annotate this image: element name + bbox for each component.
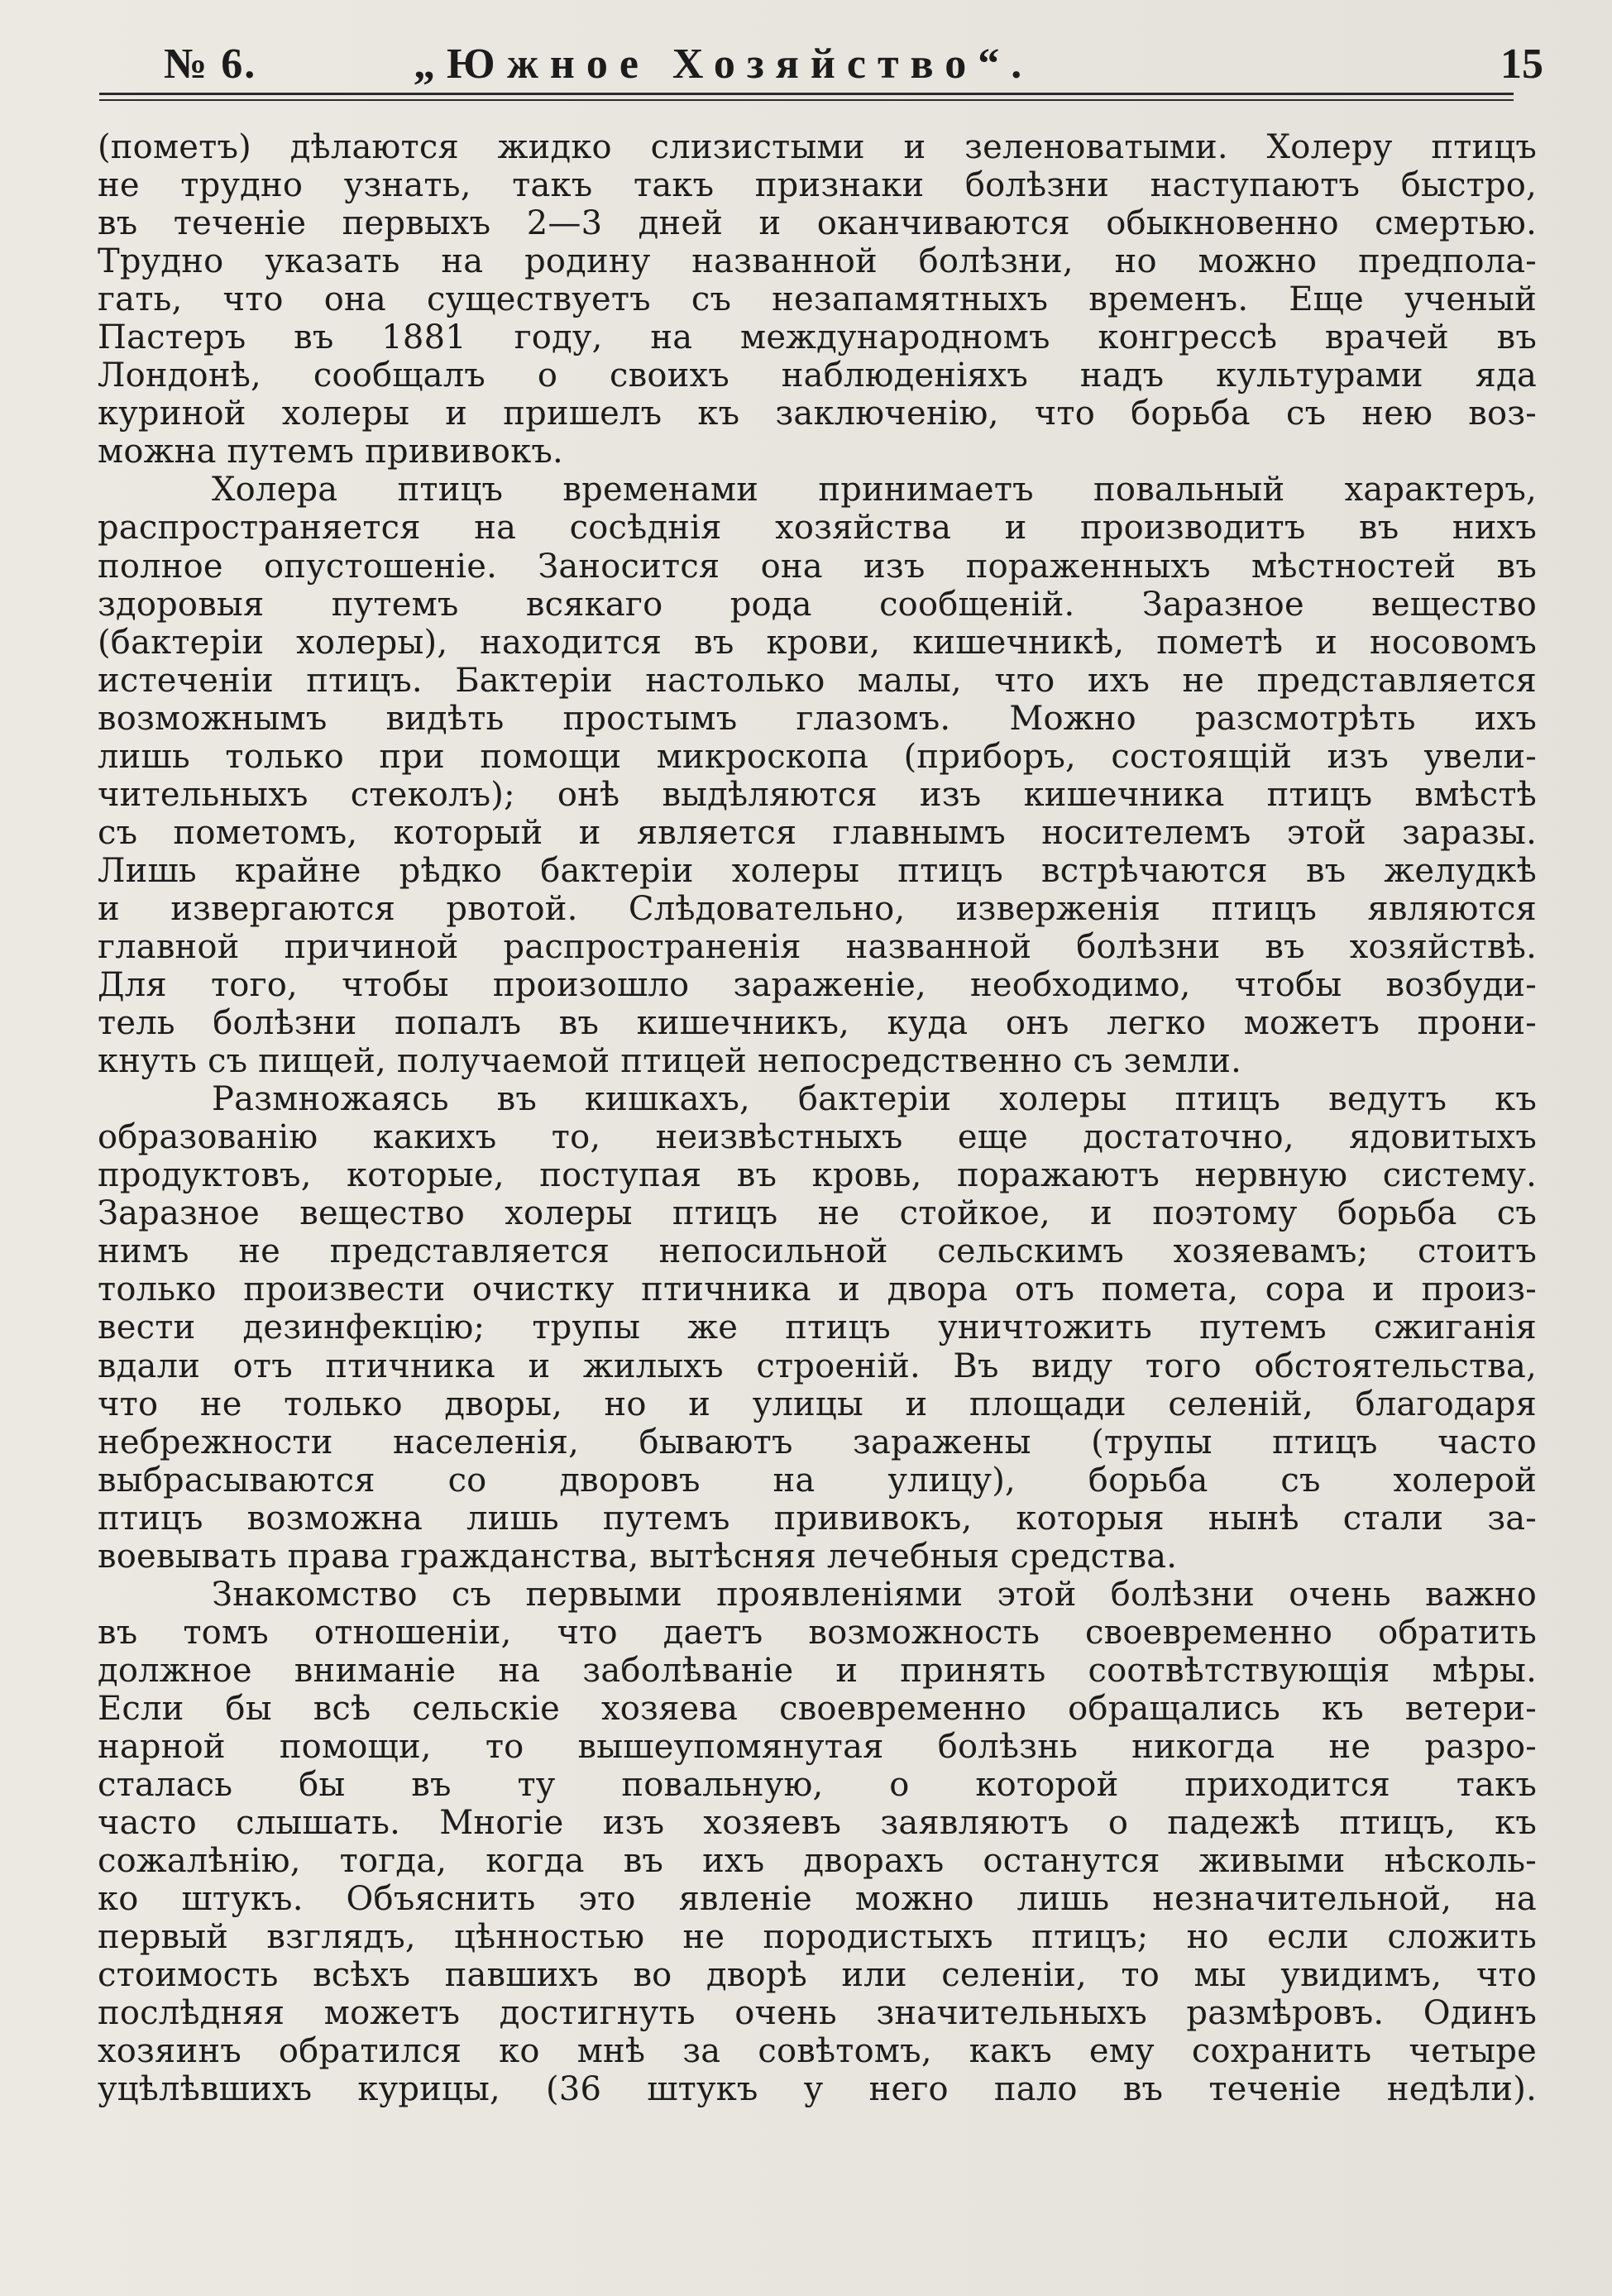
text-line: Заразное вещество холеры птицъ не стойкое, и поэтому борьба съ xyxy=(98,1194,1537,1233)
text-line: уцѣлѣвшихъ курицы, (36 штукъ у него пало въ теченіе недѣли). xyxy=(98,2070,1537,2109)
text-line: распространяется на сосѣднія хозяйства и производитъ въ нихъ xyxy=(98,509,1537,548)
text-line: Размножаясь въ кишкахъ, бактеріи холеры птицъ ведутъ къ xyxy=(212,1080,1537,1119)
header-rule-bottom xyxy=(99,99,1514,101)
text-line: можна путемъ прививокъ. xyxy=(98,433,563,471)
issue-number: № 6. xyxy=(164,41,257,88)
text-line: послѣдняя можетъ достигнуть очень значительныхъ размѣровъ. Одинъ xyxy=(98,1994,1537,2033)
text-line: здоровыя путемъ всякаго рода сообщеній. Заразное вещество xyxy=(98,585,1537,624)
text-line: возможнымъ видѣть простымъ глазомъ. Можно разсмотрѣть ихъ xyxy=(98,699,1537,738)
text-line: птицъ возможна лишь путемъ прививокъ, которыя нынѣ стали за- xyxy=(98,1499,1537,1538)
text-line: (бактеріи холеры), находится въ крови, кишечникѣ, пометѣ и носовомъ xyxy=(98,623,1537,662)
text-line: вдали отъ птичника и жилыхъ строеній. Въ виду того обстоятельства, xyxy=(98,1347,1537,1385)
text-line: Пастеръ въ 1881 году, на международномъ конгрессѣ врачей въ xyxy=(98,318,1537,357)
text-line: не трудно узнать, такъ такъ признаки болѣзни наступаютъ быстро, xyxy=(98,166,1537,205)
text-line: первый взглядъ, цѣнностью не породистыхъ птицъ; но если сложить xyxy=(98,1918,1537,1957)
text-line: часто слышать. Многіе изъ хозяевъ заявляютъ о падежѣ птицъ, къ xyxy=(98,1804,1537,1843)
text-line: съ пометомъ, который и является главнымъ носителемъ этой заразы. xyxy=(98,813,1537,852)
text-line: истеченіи птицъ. Бактеріи настолько малы, что ихъ не представляется xyxy=(98,661,1537,700)
text-line: лишь только при помощи микроскопа (приборъ, состоящій изъ увели- xyxy=(98,737,1537,776)
text-line: Трудно указать на родину названной болѣзни, но можно предпола- xyxy=(98,242,1537,281)
text-line: ко штукъ. Объяснить это явленіе можно лишь незначительной, на xyxy=(98,1880,1537,1919)
text-line: образованію какихъ то, неизвѣстныхъ еще достаточно, ядовитыхъ xyxy=(98,1118,1537,1157)
text-line: хозяинъ обратился ко мнѣ за совѣтомъ, какъ ему сохранить четыре xyxy=(98,2032,1537,2071)
text-line: выбрасываются со дворовъ на улицу), борьба съ холерой xyxy=(98,1461,1537,1500)
text-line: Знакомство съ первыми проявленіями этой болѣзни очень важно xyxy=(212,1575,1537,1614)
text-line: Для того, чтобы произошло зараженіе, необходимо, чтобы возбуди- xyxy=(98,966,1537,1005)
text-line: Лондонѣ, сообщалъ о своихъ наблюденіяхъ надъ культурами яда xyxy=(98,356,1537,395)
text-line: сталась бы въ ту повальную, о которой приходится такъ xyxy=(98,1766,1537,1805)
page-number: 15 xyxy=(1500,41,1543,88)
text-line: сожалѣнію, тогда, когда въ ихъ дворахъ останутся живыми нѣсколь- xyxy=(98,1842,1537,1881)
text-line: небрежности населенія, бываютъ заражены (трупы птицъ часто xyxy=(98,1423,1537,1461)
text-line: въ теченіе первыхъ 2—3 дней и оканчиваются обыкновенно смертью. xyxy=(98,204,1537,243)
running-header xyxy=(141,33,1547,91)
text-line: стоимость всѣхъ павшихъ во дворѣ или селеніи, то мы увидимъ, что xyxy=(98,1956,1537,1995)
text-line: тель болѣзни попалъ въ кишечникъ, куда онъ легко можетъ прони- xyxy=(98,1004,1537,1043)
text-line: вести дезинфекцію; трупы же птицъ уничтожить путемъ сжиганія xyxy=(98,1308,1537,1347)
text-line: нимъ не представляется непосильной сельскимъ хозяевамъ; стоитъ xyxy=(98,1232,1537,1271)
text-line: (пометъ) дѣлаются жидко слизистыми и зеленоватыми. Холеру птицъ xyxy=(98,128,1537,166)
text-line: воевывать права гражданства, вытѣсняя лечебныя средства. xyxy=(98,1537,1178,1576)
text-line: гать, что она существуетъ съ незапамятныхъ временъ. Еще ученый xyxy=(98,280,1537,319)
journal-title: „Южное Хозяйство“. xyxy=(414,41,1034,88)
text-line: Если бы всѣ сельскіе хозяева своевременно обращались къ ветери- xyxy=(98,1689,1537,1728)
text-line: Лишь крайне рѣдко бактеріи холеры птицъ встрѣчаются въ желудкѣ xyxy=(98,851,1537,890)
text-line: и извергаются рвотой. Слѣдовательно, изверженія птицъ являются xyxy=(98,889,1537,928)
text-line: чительныхъ стеколъ); онѣ выдѣляются изъ кишечника птицъ вмѣстѣ xyxy=(98,775,1537,814)
text-line: полное опустошеніе. Заносится она изъ пораженныхъ мѣстностей въ xyxy=(98,547,1537,586)
text-line: въ томъ отношеніи, что даетъ возможность своевременно обратить xyxy=(98,1613,1537,1652)
text-line: главной причиной распространенія названной болѣзни въ хозяйствѣ. xyxy=(98,927,1537,966)
header-rule-top xyxy=(99,93,1514,95)
text-line: Холера птицъ временами принимаетъ повальный характеръ, xyxy=(212,471,1537,509)
text-line: что не только дворы, но и улицы и площади селеній, благодаря xyxy=(98,1385,1537,1423)
text-line: кнуть съ пищей, получаемой птицей непосредственно съ земли. xyxy=(98,1042,1242,1081)
text-line: должное вниманіе на заболѣваніе и принять соотвѣтствующія мѣры. xyxy=(98,1651,1537,1690)
text-line: только произвести очистку птичника и двора отъ помета, сора и произ- xyxy=(98,1270,1537,1309)
text-line: нарной помощи, то вышеупомянутая болѣзнь никогда не разро- xyxy=(98,1727,1537,1766)
text-line: куриной холеры и пришелъ къ заключенію, что борьба съ нею воз- xyxy=(98,395,1537,433)
article-body xyxy=(98,128,1537,2108)
text-line: продуктовъ, которые, поступая въ кровь, поражаютъ нервную систему. xyxy=(98,1156,1537,1195)
